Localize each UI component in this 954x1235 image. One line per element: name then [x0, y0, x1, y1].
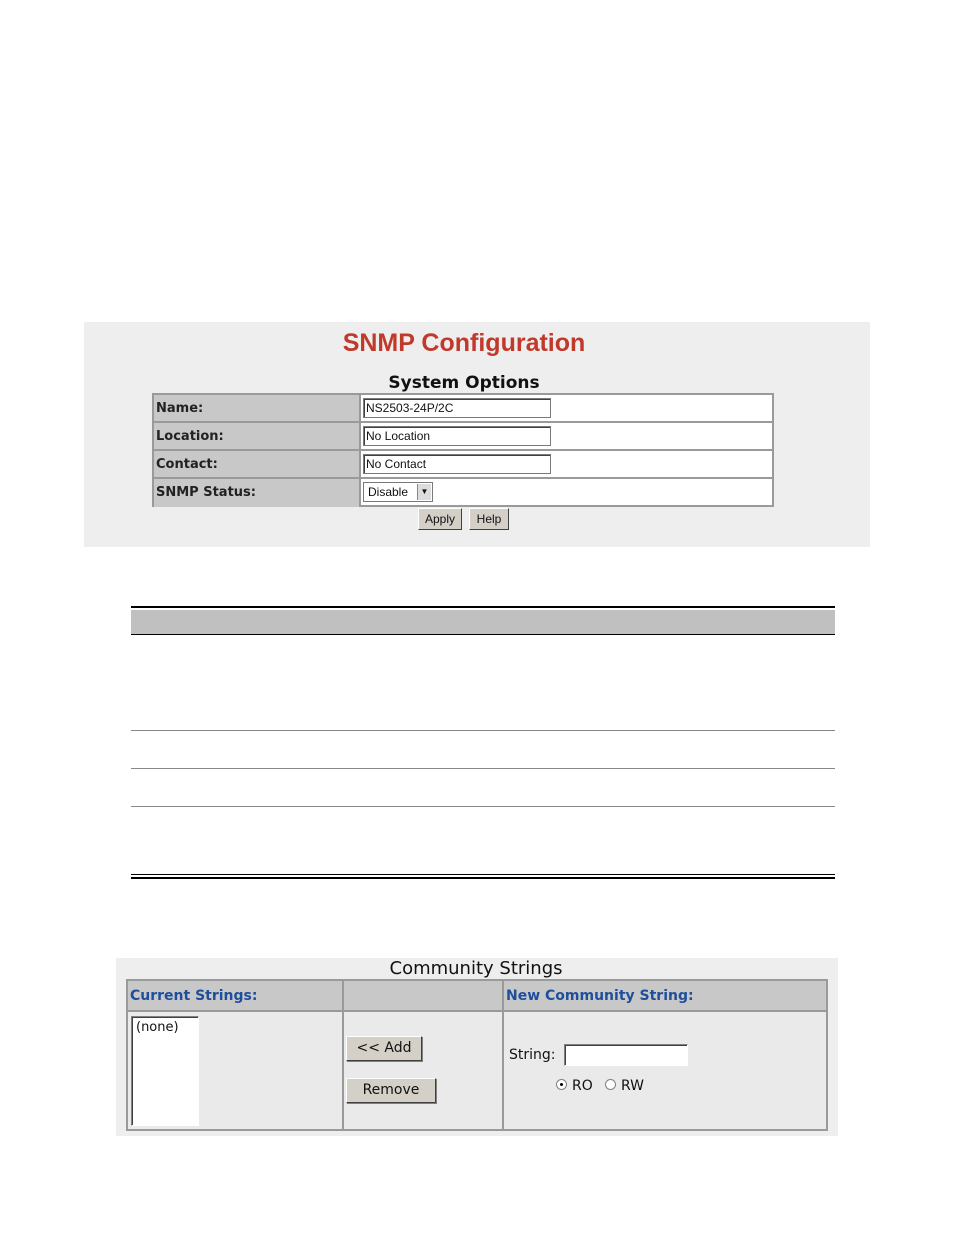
row-divider — [131, 730, 835, 731]
current-strings-cell — [128, 1012, 342, 1129]
community-strings-panel — [116, 958, 838, 1136]
remove-button[interactable]: Remove — [346, 1078, 436, 1103]
new-community-string-header: New Community String: — [504, 981, 826, 1012]
table-top-rule — [131, 606, 835, 608]
rw-radio[interactable] — [605, 1079, 616, 1090]
snmp-status-row — [154, 479, 772, 507]
snmp-configuration-panel — [84, 322, 870, 547]
location-row — [154, 423, 772, 451]
community-strings-title: Community Strings — [389, 958, 563, 979]
current-strings-header: Current Strings: — [128, 981, 342, 1012]
table-bottom-rule — [131, 874, 835, 875]
name-field[interactable]: NS2503-24P/2C — [363, 398, 551, 418]
ro-radio-label: RO — [572, 1078, 593, 1094]
page-title: SNMP Configuration — [342, 329, 586, 357]
location-field[interactable]: No Location — [363, 426, 551, 446]
row-divider — [131, 768, 835, 769]
new-string-cell — [504, 1012, 826, 1129]
rw-radio-label: RW — [621, 1078, 645, 1094]
actions-cell — [344, 1012, 502, 1129]
snmp-status-value: Disable — [368, 485, 409, 499]
help-button[interactable]: Help — [469, 508, 509, 530]
table-header-band — [131, 610, 835, 634]
list-item[interactable]: (none) — [136, 1020, 179, 1035]
actions-header — [344, 981, 502, 1012]
name-label: Name: — [154, 395, 361, 421]
row-divider — [131, 806, 835, 807]
contact-label: Contact: — [154, 451, 361, 477]
snmp-status-select[interactable] — [363, 482, 433, 502]
string-label: String: — [509, 1047, 556, 1063]
system-options-title: System Options — [388, 373, 540, 393]
apply-button[interactable]: Apply — [418, 508, 462, 530]
header-bottom-rule — [131, 634, 835, 635]
add-button[interactable]: << Add — [346, 1036, 422, 1061]
chevron-down-icon[interactable]: ▼ — [417, 484, 431, 500]
contact-field[interactable]: No Contact — [363, 454, 551, 474]
current-strings-list[interactable] — [131, 1016, 199, 1126]
location-label: Location: — [154, 423, 361, 449]
table-bottom-rule — [131, 877, 835, 879]
snmp-status-label: SNMP Status: — [154, 479, 361, 507]
contact-row — [154, 451, 772, 479]
ro-radio[interactable] — [556, 1079, 567, 1090]
name-row — [154, 395, 772, 423]
system-options-table — [152, 393, 774, 507]
string-input[interactable] — [564, 1044, 688, 1066]
community-strings-table — [126, 979, 828, 1131]
